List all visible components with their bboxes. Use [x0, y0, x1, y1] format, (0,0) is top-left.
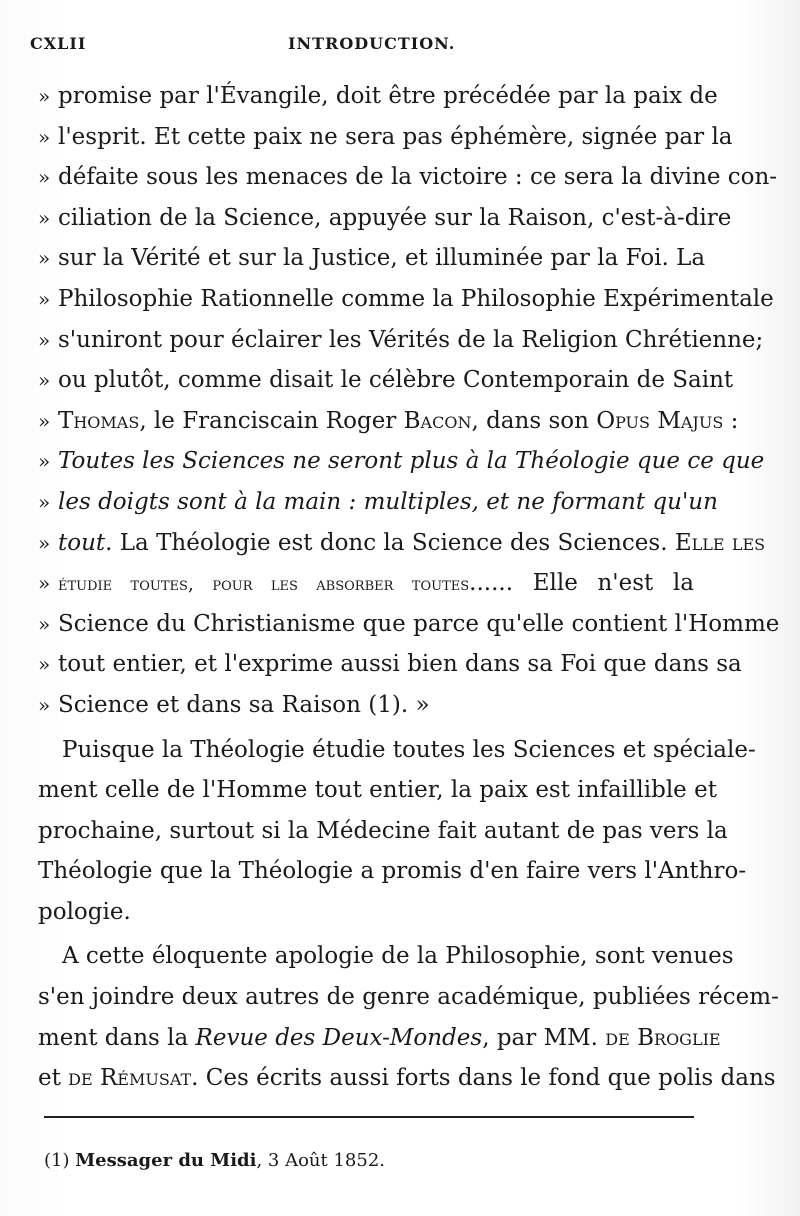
- text-line: ment dans la Revue des Deux-Mondes, par MM. de Broglie: [38, 1024, 721, 1051]
- text-line: » sur la Vérité et sur la Justice, et illuminée par la Foi. La: [38, 245, 706, 272]
- footnote-journal: Messager du Midi: [75, 1150, 257, 1171]
- text-line: » Toutes les Sciences ne seront plus à la Théologie que ce que: [38, 448, 765, 475]
- text-line: » ou plutôt, comme disait le célèbre Contemporain de Saint: [38, 367, 734, 394]
- text-line: » l'esprit. Et cette paix ne sera pas éphémère, signée par la: [38, 123, 733, 150]
- text-line: A cette éloquente apologie de la Philosophie, sont venues: [62, 943, 734, 970]
- text-line: Théologie que la Théologie a promis d'en faire vers l'Anthro-: [38, 858, 747, 885]
- text-line: » ciliation de la Science, appuyée sur la Raison, c'est-à-dire: [38, 204, 732, 231]
- text-line: et de Rémusat. Ces écrits aussi forts dans le fond que polis dans: [38, 1065, 776, 1092]
- text-line: » étudie toutes, pour les absorber toutes...... Elle n'est la: [38, 570, 694, 597]
- footnote-rule: [44, 1116, 694, 1118]
- text-line: » Science et dans sa Raison (1). »: [38, 691, 430, 718]
- text-line: » tout entier, et l'exprime aussi bien dans sa Foi que dans sa: [38, 651, 742, 678]
- text-line: s'en joindre deux autres de genre académique, publiées récem-: [38, 984, 779, 1011]
- text-line: » s'uniront pour éclairer les Vérités de la Religion Chrétienne;: [38, 326, 764, 353]
- footnote: [44, 1150, 385, 1171]
- text-line: » promise par l'Évangile, doit être précédée par la paix de: [38, 83, 718, 109]
- footnote-mark: (1): [44, 1150, 70, 1171]
- page-body: [38, 76, 780, 1099]
- footnote-date: , 3 Août 1852.: [256, 1150, 385, 1171]
- text-line: » les doigts sont à la main : multiples, et ne formant qu'un: [38, 488, 718, 515]
- text-line: ment celle de l'Homme tout entier, la paix est infaillible et: [38, 777, 717, 804]
- text-line: » Thomas, le Franciscain Roger Bacon, dans son Opus Majus :: [38, 407, 739, 434]
- running-title: INTRODUCTION.: [288, 34, 456, 53]
- text-line: prochaine, surtout si la Médecine fait autant de pas vers la: [38, 817, 728, 844]
- text-line: » défaite sous les menaces de la victoire : ce sera la divine con-: [38, 164, 778, 191]
- text-line: » tout. La Théologie est donc la Science des Sciences. Elle les: [38, 529, 766, 556]
- text-line: pologie.: [38, 898, 131, 925]
- text-line: Puisque la Théologie étudie toutes les Sciences et spéciale-: [62, 736, 756, 763]
- text-line: » Philosophie Rationnelle comme la Philosophie Expérimentale: [38, 285, 774, 312]
- text-line: » Science du Christianisme que parce qu'elle contient l'Homme: [38, 610, 780, 637]
- folio-number: CXLII: [30, 34, 87, 53]
